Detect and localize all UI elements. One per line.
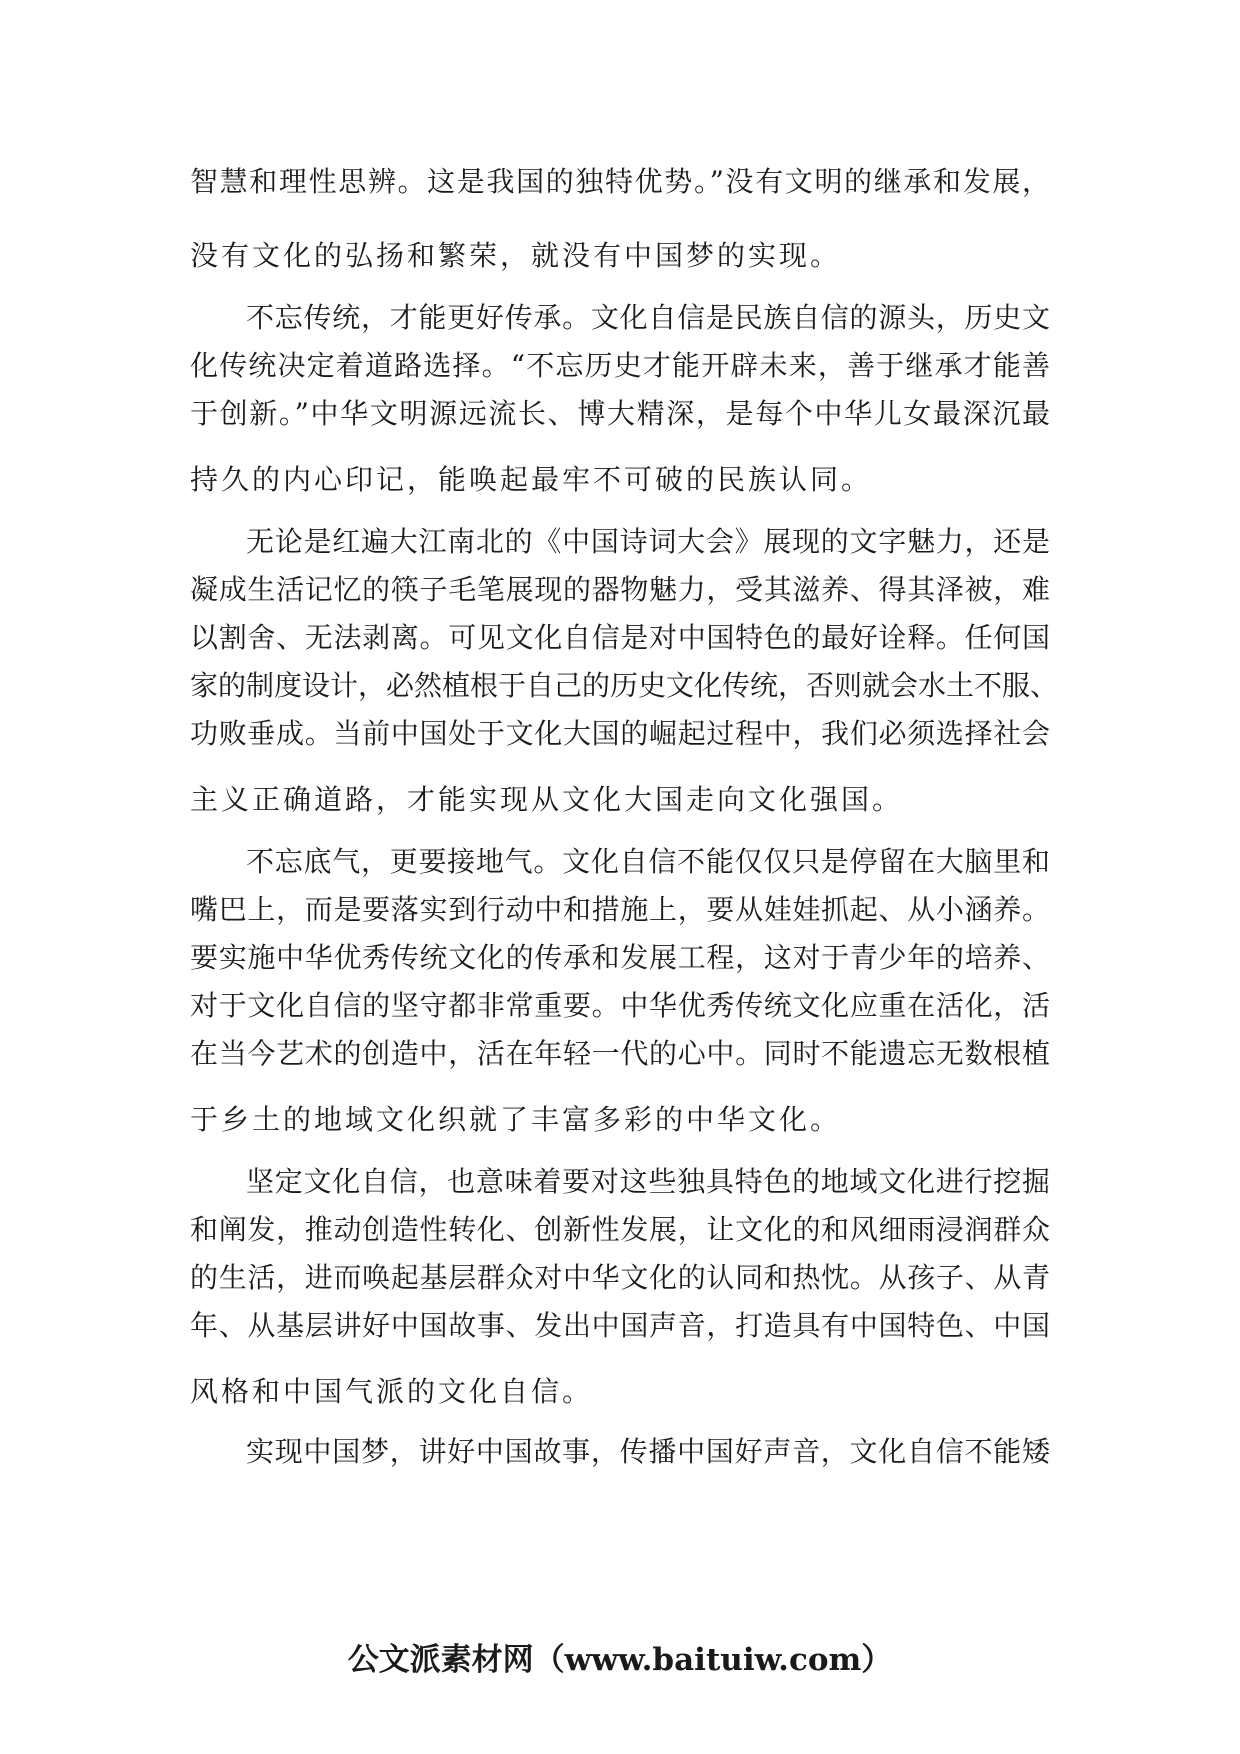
text-line: 嘴巴上，而是要落实到行动中和措施上，要从娃娃抓起、从小涵养。 bbox=[190, 893, 1050, 926]
text-line: 持久的内心印记，能唤起最牢不可破的民族认同。 bbox=[190, 463, 873, 496]
text-line: 于乡土的地域文化织就了丰富多彩的中华文化。 bbox=[190, 1103, 842, 1136]
text-line: 在当今艺术的创造中，活在年轻一代的心中。同时不能遗忘无数根植 bbox=[190, 1037, 1050, 1070]
text-line: 主义正确道路，才能实现从文化大国走向文化强国。 bbox=[190, 783, 904, 816]
text-line: 和阐发，推动创造性转化、创新性发展，让文化的和风细雨浸润群众 bbox=[190, 1213, 1050, 1246]
text-line: 风格和中国气派的文化自信。 bbox=[190, 1375, 594, 1408]
text-line: 坚定文化自信，也意味着要对这些独具特色的地域文化进行挖掘 bbox=[246, 1165, 1050, 1198]
text-line: 年、从基层讲好中国故事、发出中国声音，打造具有中国特色、中国 bbox=[190, 1309, 1050, 1342]
text-line: 要实施中华优秀传统文化的传承和发展工程，这对于青少年的培养、 bbox=[190, 941, 1050, 974]
page-footer: 公文派素材网（www.baituiw.com） bbox=[347, 1642, 893, 1678]
text-line: 对于文化自信的坚守都非常重要。中华优秀传统文化应重在活化，活 bbox=[190, 989, 1050, 1022]
text-line: 以割舍、无法剥离。可见文化自信是对中国特色的最好诠释。任何国 bbox=[190, 621, 1050, 654]
text-line: 家的制度设计，必然植根于自己的历史文化传统，否则就会水土不服、 bbox=[190, 669, 1059, 702]
text-line: 化传统决定着道路选择。“不忘历史才能开辟未来，善于继承才能善 bbox=[190, 349, 1050, 382]
text-line: 不忘底气，更要接地气。文化自信不能仅仅只是停留在大脑里和 bbox=[246, 845, 1050, 878]
text-line: 无论是红遍大江南北的《中国诗词大会》展现的文字魅力，还是 bbox=[246, 525, 1050, 558]
text-line: 于创新。”中华文明源远流长、博大精深，是每个中华儿女最深沉最 bbox=[190, 397, 1050, 430]
text-line: 智慧和理性思辨。这是我国的独特优势。”没有文明的继承和发展， bbox=[190, 165, 1050, 198]
text-line: 的生活，进而唤起基层群众对中华文化的认同和热忱。从孩子、从青 bbox=[190, 1261, 1050, 1294]
text-line: 不忘传统，才能更好传承。文化自信是民族自信的源头，历史文 bbox=[246, 301, 1050, 334]
text-line: 凝成生活记忆的筷子毛笔展现的器物魅力，受其滋养、得其泽被，难 bbox=[190, 573, 1050, 606]
text-line: 没有文化的弘扬和繁荣，就没有中国梦的实现。 bbox=[190, 239, 842, 272]
text-line: 功败垂成。当前中国处于文化大国的崛起过程中，我们必须选择社会 bbox=[190, 717, 1050, 750]
text-line: 实现中国梦，讲好中国故事，传播中国好声音，文化自信不能矮 bbox=[246, 1435, 1050, 1468]
